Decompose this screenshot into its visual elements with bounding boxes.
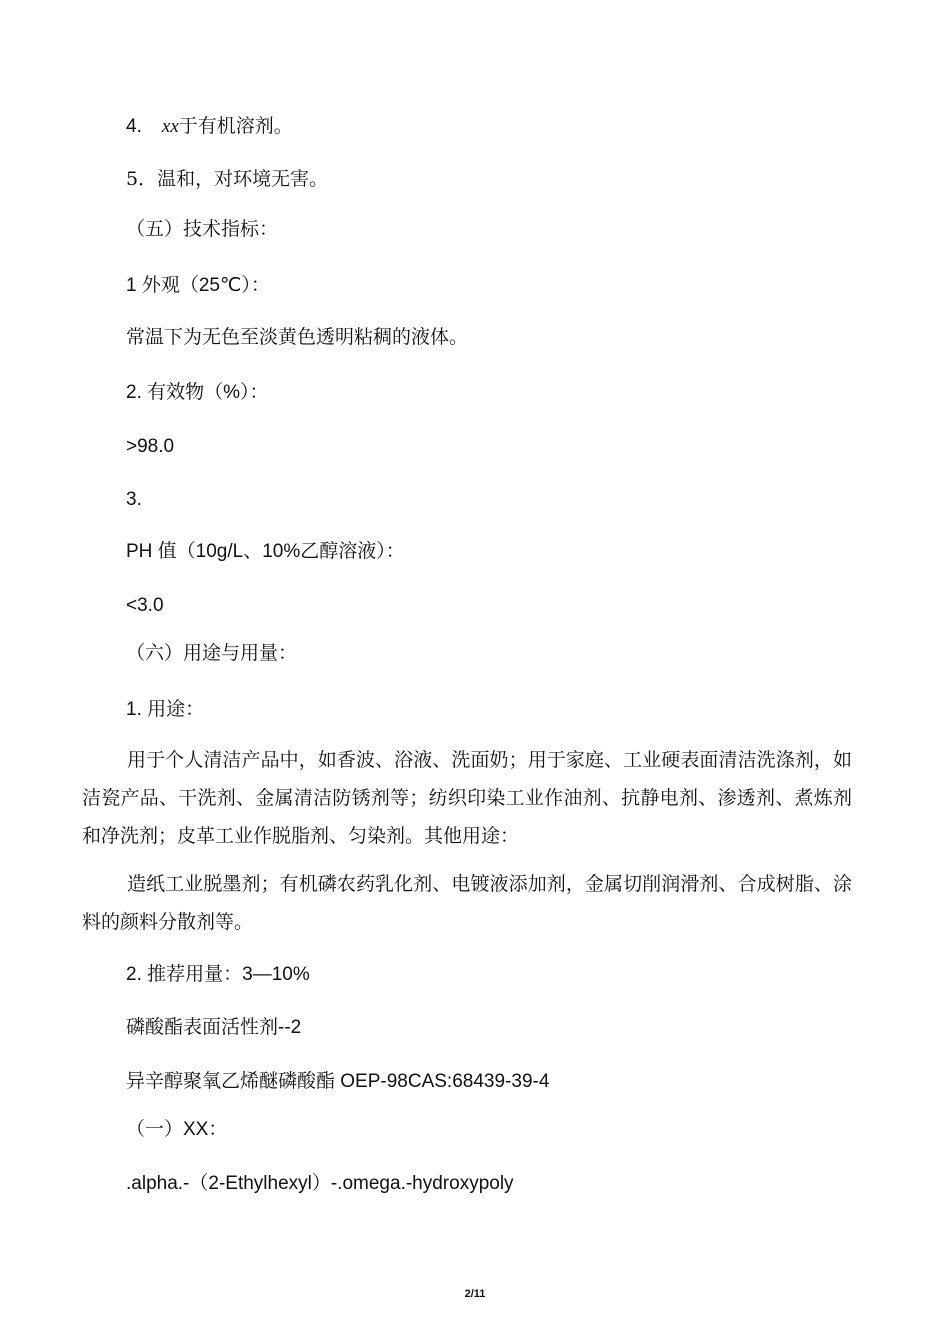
dosage: 2. 推荐用量：3—10% — [126, 964, 310, 985]
use-label: 1. 用途： — [126, 699, 205, 720]
item-5: 5．温和，对环境无害。 — [126, 168, 329, 190]
use-paragraph-1: 用于个人清洁产品中，如香波、浴液、洗面奶；用于家庭、工业硬表面清洁洗涤剂，如洁瓷产品、干洗剂、金属清洁防锈剂等；纺织印染工业作油剂、抗静电剂、渗透剂、煮炼剂和净洗剂；皮革工业作脱脂剂、匀染剂。其他用途： — [82, 749, 852, 847]
item-4-number: 4. — [126, 116, 142, 137]
item-3: 3. — [126, 489, 142, 510]
product-name: 异辛醇聚氧乙烯醚磷酸酯 OEP-98CAS:68439-39-4 — [126, 1071, 550, 1092]
section-5-heading: （五）技术指标： — [126, 218, 279, 240]
ph-value: <3.0 — [126, 595, 164, 616]
chemical-name: .alpha.-（2-Ethylhexyl）-.omega.-hydroxypoly — [126, 1173, 514, 1194]
active-content-label: 2. 有效物（%）： — [126, 382, 269, 403]
appearance-label: 1 外观（25℃）： — [126, 275, 270, 296]
use-paragraph-2: 造纸工业脱墨剂；有机磷农药乳化剂、电镀液添加剂，金属切削润滑剂、合成树脂、涂料的颜料分散剂等。 — [82, 873, 852, 933]
page-number: 2/11 — [464, 1288, 486, 1300]
ph-label: PH 值（10g/L、10%乙醇溶液）： — [126, 541, 405, 562]
product-title: 磷酸酯表面活性剂--2 — [126, 1017, 302, 1038]
appearance-value: 常温下为无色至淡黄色透明粘稠的液体。 — [126, 326, 469, 348]
section-6-heading: （六）用途与用量： — [126, 642, 298, 664]
active-content-value: >98.0 — [126, 436, 175, 457]
item-4 — [126, 113, 293, 140]
item-4-placeholder: xx — [161, 116, 179, 137]
section-1-heading: （一）XX： — [126, 1119, 228, 1140]
item-4-text: 于有机溶剂。 — [178, 115, 293, 137]
